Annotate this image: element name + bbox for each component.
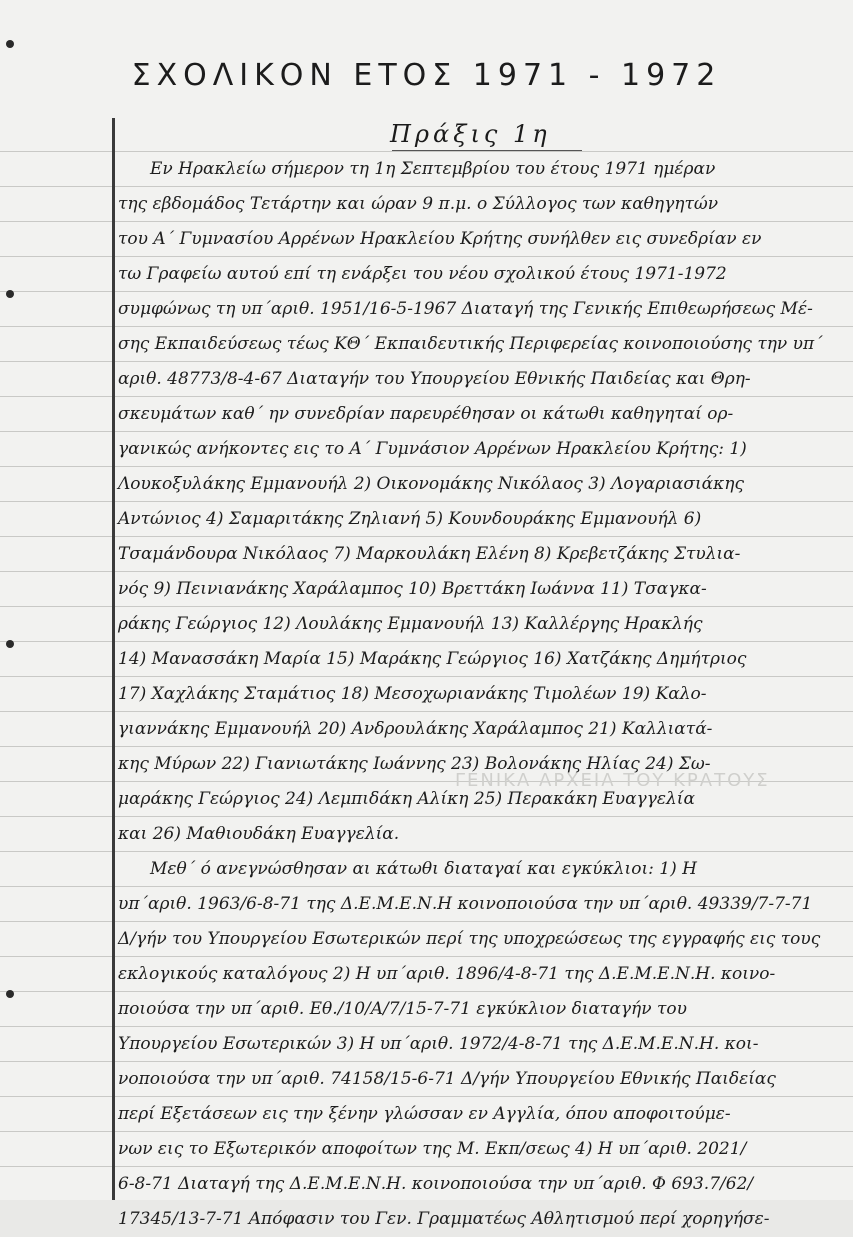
act-heading: Πράξις 1η [390,120,551,148]
binding-hole-icon [6,640,14,648]
text-line: Δ/γήν του Υπουργείου Εσωτερικών περί της υποχρεώσεως της εγγραφής εις τους [118,929,821,949]
page-title: ΣΧΟΛΙΚΟΝ ΕΤΟΣ 1971 - 1972 [131,58,722,93]
text-line: Αντώνιος 4) Σαμαριτάκης Ζηλιανή 5) Κουνδουράκης Εμμανουήλ 6) [118,509,702,529]
margin-line [112,118,115,1200]
text-line: 14) Μανασσάκη Μαρία 15) Μαράκης Γεώργιος 16) Χατζάκης Δημήτριος [118,649,747,669]
text-line: σκευμάτων καθ΄ ην συνεδρίαν παρευρέθησαν οι κάτωθι καθηγηταί ορ- [118,404,734,424]
binding-hole-icon [6,990,14,998]
text-line: μαράκης Γεώργιος 24) Λεμπιδάκη Αλίκη 25) Περακάκη Ευαγγελία [118,789,695,809]
text-line: νων εις το Εξωτερικόν αποφοίτων της Μ. Εκπ/σεως 4) Η υπ΄αριθ. 2021/ [118,1139,747,1159]
binding-holes [0,0,22,1200]
text-line: νοποιούσα την υπ΄αριθ. 74158/15-6-71 Δ/γήν Υπουργείου Εθνικής Παιδείας [118,1069,776,1089]
text-line: 17) Χαχλάκης Σταμάτιος 18) Μεσοχωριανάκης Τιμολέων 19) Καλο- [118,684,707,704]
text-line: ποιούσα την υπ΄αριθ. Εθ./10/Α/7/15-7-71 εγκύκλιον διαταγήν του [118,999,687,1019]
text-line: 17345/13-7-71 Απόφασιν του Γεν. Γραμματέως Αθλητισμού περί χορηγήσε- [118,1209,770,1229]
text-line: γανικώς ανήκοντες εις το Α΄ Γυμνάσιον Αρρένων Ηρακλείου Κρήτης: 1) [118,439,747,459]
text-line: αριθ. 48773/8-4-67 Διαταγήν του Υπουργείου Εθνικής Παιδείας και Θρη- [118,369,751,389]
heading-underline [392,150,582,151]
text-line: τω Γραφείω αυτού επί τη ενάρξει του νέου σχολικού έτους 1971-1972 [118,264,727,284]
archive-watermark: ΓΕΝΙΚΑ ΑΡΧΕΙΑ ΤΟΥ ΚΡΑΤΟΥΣ [455,770,770,791]
text-line: εκλογικούς καταλόγους 2) Η υπ΄αριθ. 1896/4-8-71 της Δ.Ε.Μ.Ε.Ν.Η. κοινο- [118,964,776,984]
text-line: γιαννάκης Εμμανουήλ 20) Ανδρουλάκης Χαράλαμπος 21) Καλλιατά- [118,719,713,739]
text-line: υπ΄αριθ. 1963/6-8-71 της Δ.Ε.Μ.Ε.Ν.Η κοινοποιούσα την υπ΄αριθ. 49339/7-7-71 [118,894,813,914]
text-line: σης Εκπαιδεύσεως τέως ΚΘ΄ Εκπαιδευτικής Περιφερείας κοινοποιούσης την υπ΄ [118,334,823,354]
text-line: Λουκοξυλάκης Εμμανουήλ 2) Οικονομάκης Νικόλαος 3) Λογαριασιάκης [118,474,744,494]
text-line: και 26) Μαθιουδάκη Ευαγγελία. [118,824,400,844]
text-line: της εβδομάδος Τετάρτην και ώραν 9 π.μ. ο Σύλλογος των καθηγητών [118,194,719,214]
text-line: Μεθ΄ ό ανεγνώσθησαν αι κάτωθι διαταγαί και εγκύκλιοι: 1) Η [150,859,697,879]
text-line: Εν Ηρακλείω σήμερον τη 1η Σεπτεμβρίου του έτους 1971 ημέραν [150,159,716,179]
text-line: ράκης Γεώργιος 12) Λουλάκης Εμμανουήλ 13) Καλλέργης Ηρακλής [118,614,703,634]
binding-hole-icon [6,40,14,48]
binding-hole-icon [6,290,14,298]
text-line: Υπουργείου Εσωτερικών 3) Η υπ΄αριθ. 1972/4-8-71 της Δ.Ε.Μ.Ε.Ν.Η. κοι- [118,1034,759,1054]
text-line: κης Μύρων 22) Γιανιωτάκης Ιωάννης 23) Βολονάκης Ηλίας 24) Σω- [118,754,711,774]
text-line: συμφώνως τη υπ΄αριθ. 1951/16-5-1967 Διαταγή της Γενικής Επιθεωρήσεως Μέ- [118,299,813,319]
text-line: περί Εξετάσεων εις την ξένην γλώσσαν εν Αγγλία, όπου αποφοιτούμε- [118,1104,731,1124]
text-line: του Α΄ Γυμνασίου Αρρένων Ηρακλείου Κρήτης συνήλθεν εις συνεδρίαν εν [118,229,762,249]
text-line: νός 9) Πεινιανάκης Χαράλαμπος 10) Βρεττάκη Ιωάννα 11) Τσαγκα- [118,579,707,599]
handwritten-body [118,152,846,1237]
text-line: Τσαμάνδουρα Νικόλαος 7) Μαρκουλάκη Ελένη 8) Κρεβετζάκης Στυλια- [118,544,741,564]
text-line: 6-8-71 Διαταγή της Δ.Ε.Μ.Ε.Ν.Η. κοινοποιούσα την υπ΄αριθ. Φ 693.7/62/ [118,1174,754,1194]
